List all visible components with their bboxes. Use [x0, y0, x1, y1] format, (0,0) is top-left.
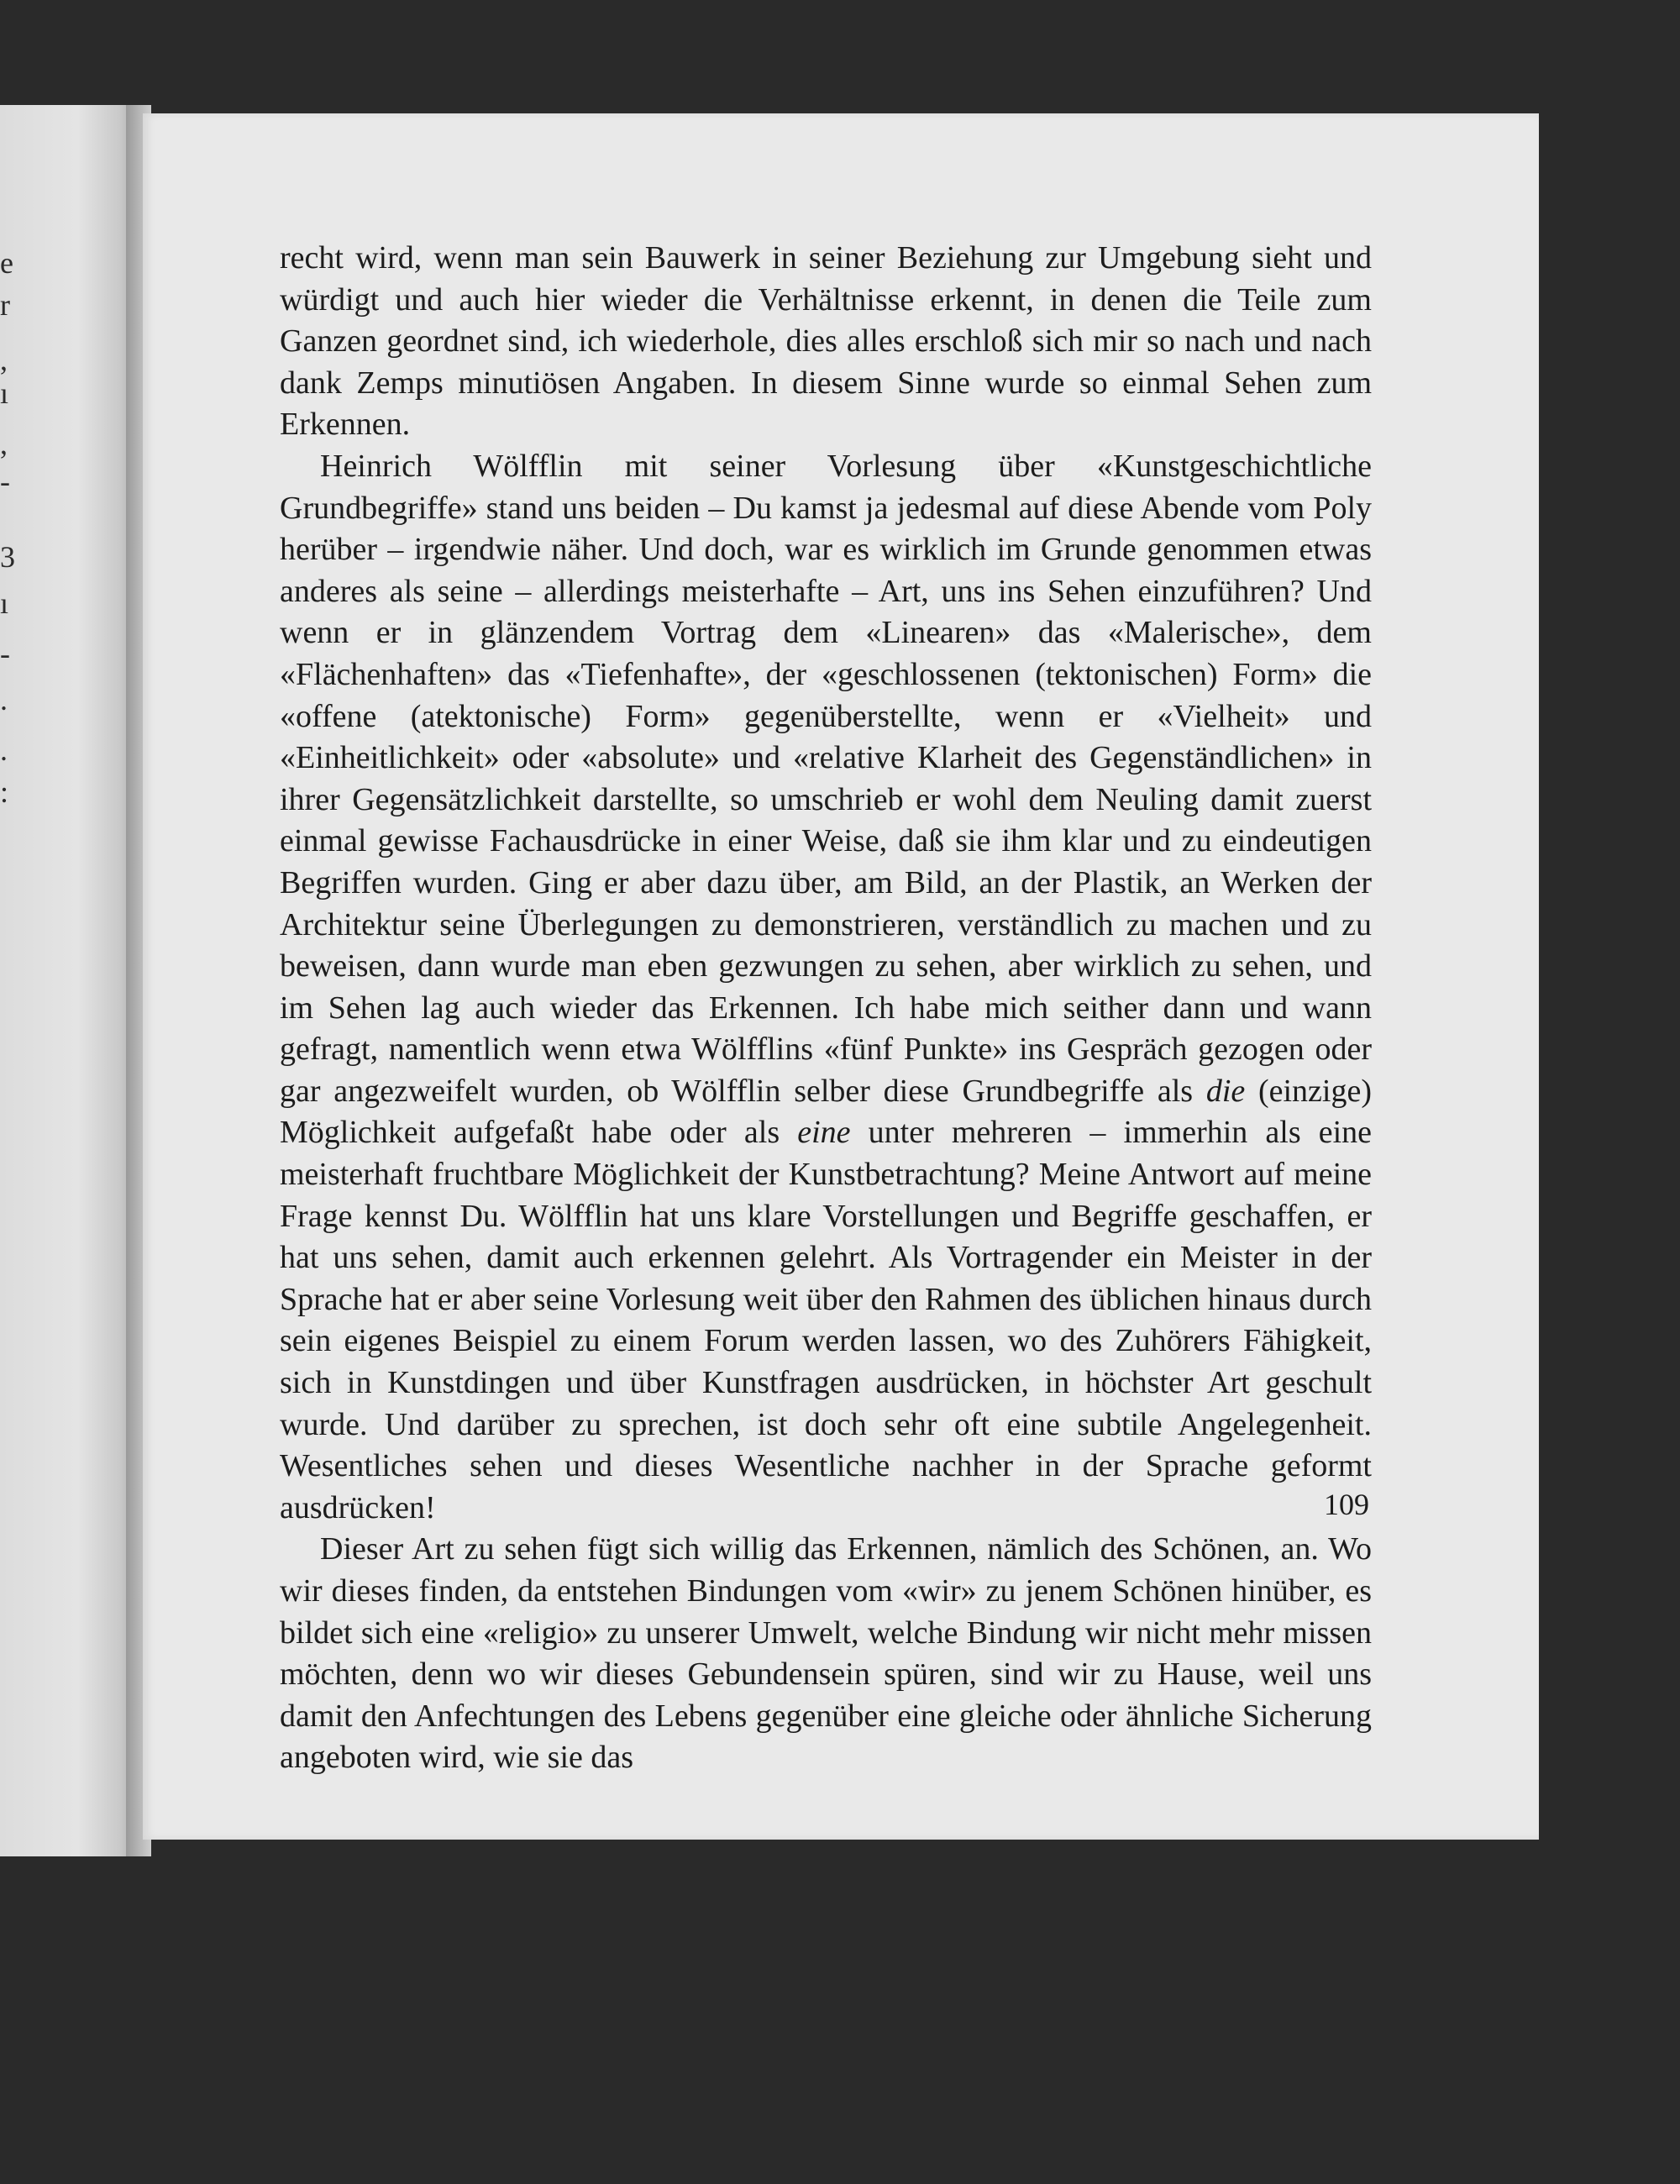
left-page-edge: [0, 105, 141, 1856]
left-fragment: r: [0, 288, 10, 322]
left-fragment: -: [0, 637, 10, 670]
paragraph-1: recht wird, wenn man sein Bauwerk in seiner Beziehung zur Umgebung sieht und würdigt und auch hier wieder die Verhältnisse erkennt, in denen die Teile zum Ganzen geordnet sind, ich wiederhole, dies alles erschloß sich mir so nach und nach dank Zemps minutiösen Angaben. In diesem Sinne wurde so einmal Sehen zum Erkennen.: [280, 240, 1372, 443]
left-fragment: -: [0, 465, 10, 498]
left-fragment: ı: [0, 586, 9, 620]
body-text: [280, 238, 1372, 1779]
italic-die: die: [1205, 1073, 1246, 1109]
left-fragment: e: [0, 246, 13, 280]
left-fragment: ,: [0, 343, 8, 376]
left-fragment: ,: [0, 427, 8, 460]
left-fragment: .: [0, 683, 8, 717]
paragraph-2-part-2: (einzige) Möglichkeit aufgefaßt habe oder als: [280, 1073, 1373, 1151]
left-fragment: ı: [0, 376, 9, 410]
paragraph-2-part-1: Heinrich Wölfflin mit seiner Vorlesung über «Kunstgeschichtliche Grundbegriffe» stand uns beiden – Du kamst ja jedesmal auf diese Abende vom Poly herüber – irgendwie näher. Und doch, war es wirklich im Grunde genommen etwas anderes als seine – allerdings meisterhafte – Art, uns ins Sehen einzuführen? Und wenn er in glänzendem Vortrag dem «Linearen» das «Malerische», dem «Flächenhaften» das «Tiefenhafte», der «geschlossenen (tektonischen) Form» die «offene (atektonische) Form» gegenüberstellte, wenn er «Vielheit» und «Einheitlichkeit» oder «absolute» und «relative Klarheit des Gegenständlichen» in ihrer Gegensätzlichkeit darstellte, so umschrieb er wohl dem Neuling damit zuerst einmal gewisse Fachausdrücke in einer Weise, daß sie ihm klar und zu eindeutigen Begriffen wurden. Ging er aber dazu über, am Bild, an der Plastik, an Werken der Architektur seine Überlegungen zu demonstrieren, verständlich zu machen und zu beweisen, dann wurde man eben gezwungen zu sehen, aber wirklich zu sehen, und im Sehen lag auch wieder das Erkennen. Ich habe mich seither dann und wann gefragt, namentlich wenn etwa Wölfflins «fünf Punkte» ins Gespräch gezogen oder gar angezweifelt wurden, ob Wölfflin selber diese Grundbegriffe als: [280, 448, 1372, 1109]
right-page: [143, 113, 1539, 1840]
left-fragment: 3: [0, 540, 15, 574]
left-fragment: .: [0, 733, 8, 767]
left-page-text-fragments: [0, 105, 34, 1856]
paragraph-2: [280, 446, 1372, 1529]
paragraph-3: Dieser Art zu sehen fügt sich willig das Erkennen, nämlich des Schönen, an. Wo wir dieses finden, da entstehen Bindungen vom «wir» zu jenem Schönen hinüber, es bildet sich eine «religio» zu unserer Umwelt, welche Bindung wir nicht mehr missen möchten, denn wo wir dieses Gebundensein spüren, sind wir zu Hause, weil uns damit den Anfechtungen des Lebens gegenüber eine gleiche oder ähnliche Sicherung angeboten wird, wie sie das: [280, 1531, 1372, 1776]
italic-eine: eine: [797, 1115, 851, 1151]
left-fragment: :: [0, 775, 9, 809]
page-number: 109: [1324, 1488, 1369, 1521]
paragraph-2-part-3: unter mehreren – immerhin als eine meisterhaft fruchtbare Möglichkeit der Kunstbetrachtung? Meine Antwort auf meine Frage kennst Du. Wölfflin hat uns klare Vorstellungen und Begriffe geschaffen, er hat uns sehen, damit auch erkennen gelehrt. Als Vortragender ein Meister in der Sprache hat er aber seine Vorlesung weit über den Rahmen des üblichen hinaus durch sein eigenes Beispiel zu einem Forum werden lassen, wo des Zuhörers Fähigkeit, sich in Kunstdingen und über Kunstfragen ausdrücken, in höchster Art geschult wurde. Und darüber zu sprechen, ist doch sehr oft eine subtile Angelegenheit. Wesentliches sehen und dieses Wesentliche nachher in der Sprache geformt ausdrücken!: [280, 1115, 1373, 1525]
